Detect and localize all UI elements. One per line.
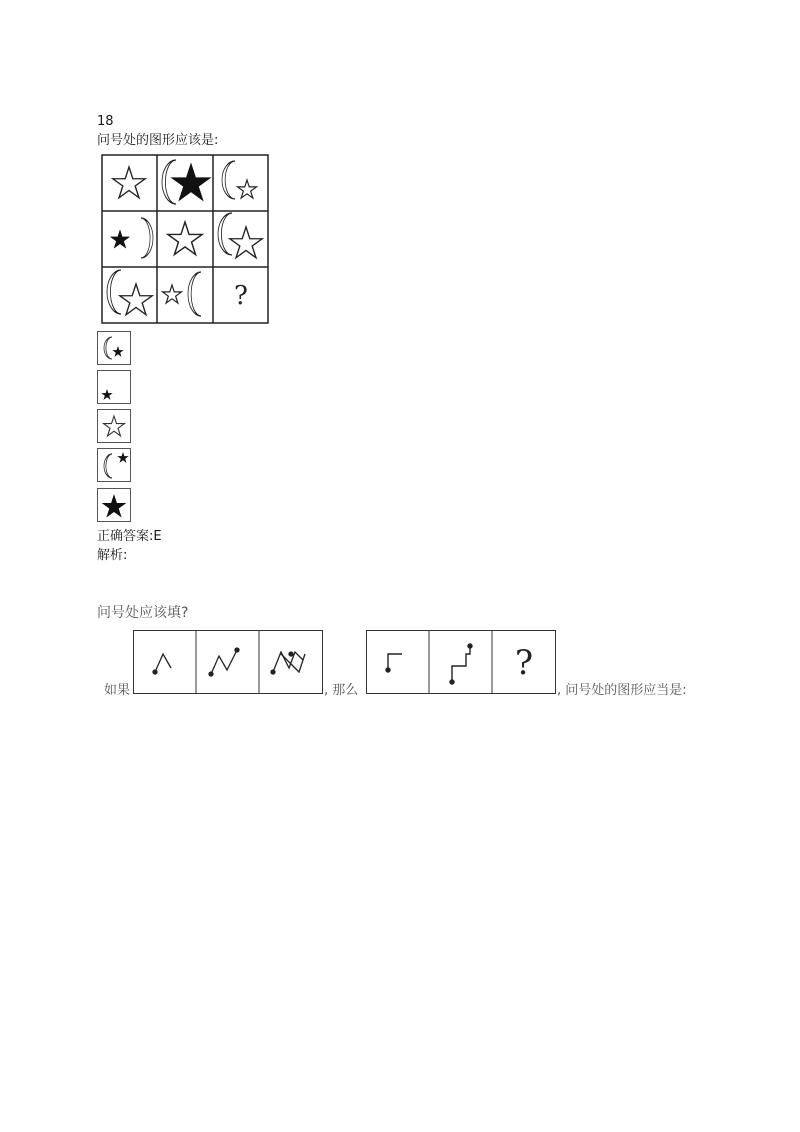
crescent-with-white-star-icon — [218, 213, 262, 258]
option-a[interactable] — [97, 331, 131, 365]
example-tail-label: , 问号处的图形应当是: — [557, 683, 687, 698]
white-star-icon — [168, 222, 202, 255]
black-star-with-crescent-icon — [110, 218, 153, 258]
crescent-with-small-black-star-icon — [97, 331, 131, 365]
answer-label: 正确答案:E — [97, 529, 162, 544]
crescent-with-white-star-icon — [107, 270, 152, 315]
option-e[interactable] — [97, 488, 131, 522]
question-prompt: 问号处的图形应该是: — [97, 133, 219, 148]
option-c[interactable] — [97, 409, 131, 443]
option-b[interactable] — [97, 370, 131, 404]
crescent-with-small-white-star-icon — [222, 161, 257, 199]
white-star-icon — [97, 409, 131, 443]
puzzle-grid — [101, 154, 269, 324]
example-then-figures — [366, 630, 556, 694]
example-then-label: , 那么 — [324, 683, 359, 698]
option-d[interactable] — [97, 448, 131, 482]
small-black-star-icon — [97, 370, 131, 404]
crescent-with-large-black-star-icon — [162, 160, 210, 204]
example-heading: 问号处应该填? — [97, 605, 189, 621]
crescent-with-black-star-icon — [97, 448, 131, 482]
example-if-label: 如果 — [104, 683, 131, 698]
small-white-star-with-crescent-icon — [162, 272, 201, 316]
analysis-label: 解析: — [97, 548, 128, 563]
example-if-figures — [133, 630, 323, 694]
large-black-star-icon — [97, 488, 131, 522]
grid-question-mark: ? — [234, 281, 248, 311]
question-number: 18 — [97, 114, 114, 129]
example-question-mark: ? — [514, 643, 534, 683]
white-star-icon — [113, 167, 145, 198]
